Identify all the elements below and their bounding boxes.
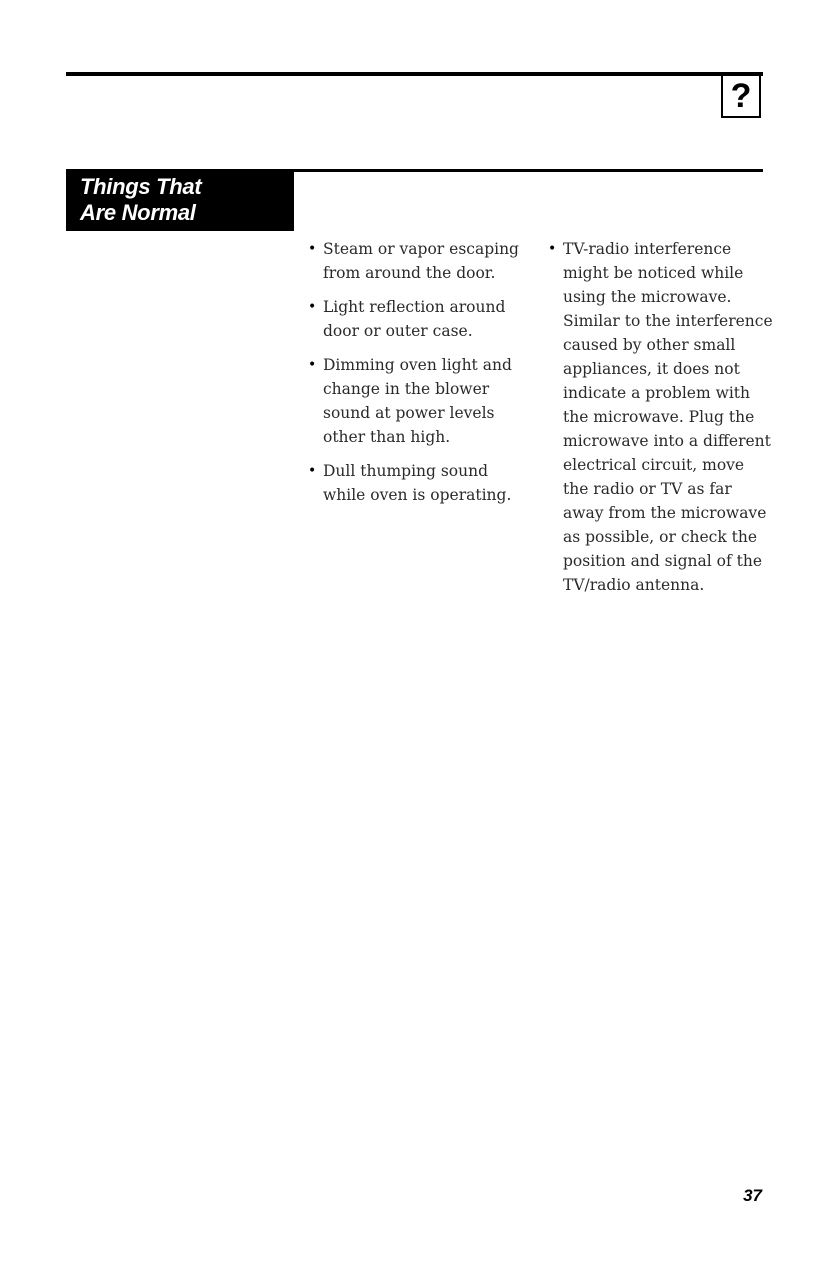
top-rule	[66, 72, 763, 76]
bullet-icon: •	[548, 241, 557, 257]
bullet-icon: •	[308, 241, 317, 257]
list-item-text: Steam or vapor escaping from around the door.	[323, 240, 519, 282]
list-item	[308, 353, 523, 449]
page-number: 37	[743, 1186, 762, 1205]
section-title-line-1: Things That	[80, 174, 202, 199]
list-item-text: Dull thumping sound while oven is operating.	[323, 462, 512, 504]
list-item	[308, 237, 523, 285]
section-rule	[293, 169, 763, 172]
bullet-icon: •	[308, 357, 317, 373]
section-heading	[66, 169, 294, 231]
help-question-icon	[721, 76, 761, 118]
section-title-line-2: Are Normal	[80, 200, 196, 225]
right-column	[548, 237, 773, 607]
list-item	[308, 295, 523, 343]
bullet-icon: •	[308, 299, 317, 315]
bullet-icon: •	[308, 463, 317, 479]
left-column	[308, 237, 523, 517]
help-symbol: ?	[730, 77, 752, 115]
list-item-text: TV-radio interference might be noticed while using the microwave. Similar to the interference caused by other small appliances, it does not indicate a problem with the microwave. Plug the microwave into a different electrical circuit, move the radio or TV as far away from the microwave as possible, or check the position and signal of the TV/radio antenna.	[563, 240, 773, 594]
list-item-text: Light reflection around door or outer case.	[323, 298, 506, 340]
list-item	[548, 237, 773, 597]
list-item	[308, 459, 523, 507]
list-item-text: Dimming oven light and change in the blower sound at power levels other than high.	[323, 356, 512, 446]
